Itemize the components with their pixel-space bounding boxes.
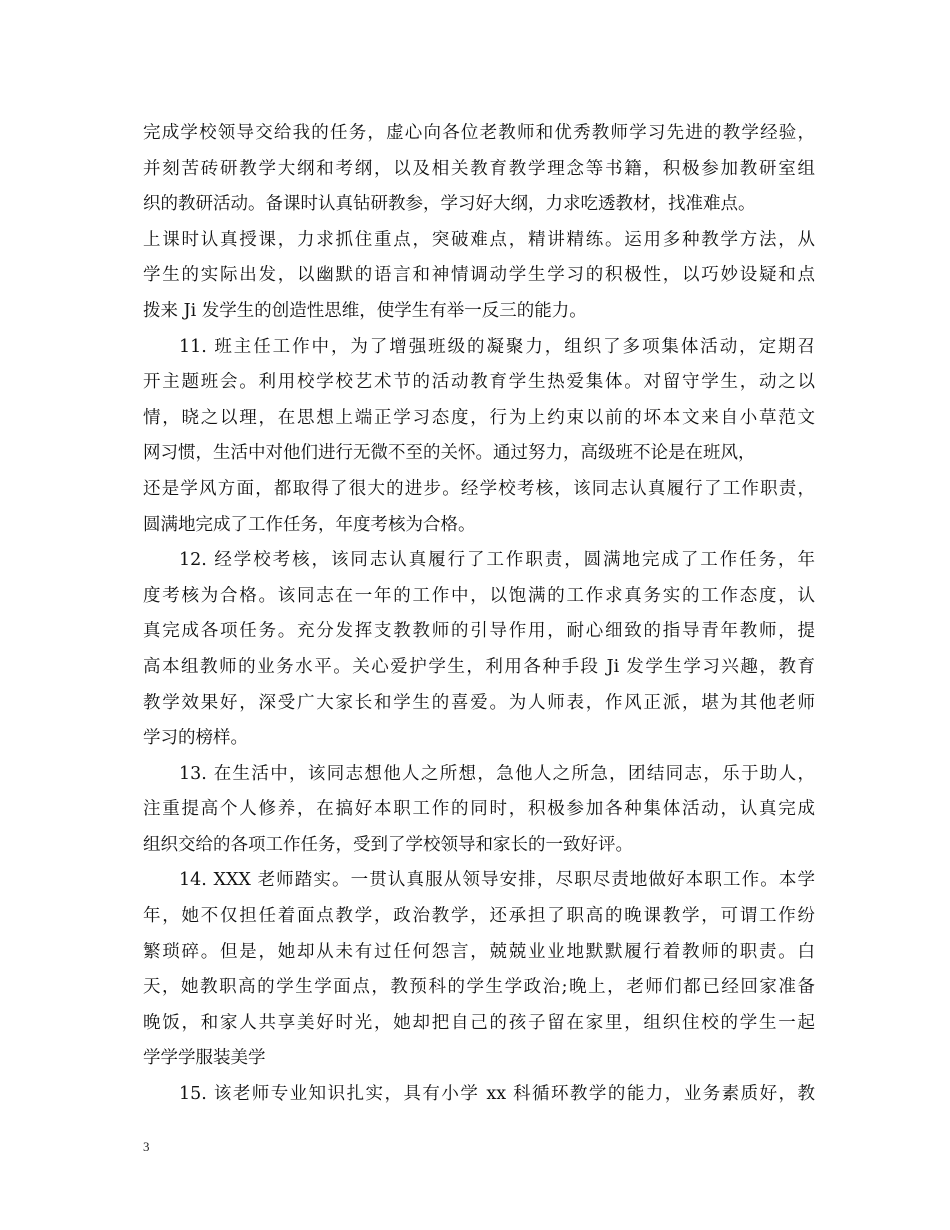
text-line: 网习惯，生活中对他们进行无微不至的关怀。通过努力，高级班不论是在班风， <box>143 443 756 464</box>
text-line: 情，晓之以理，在思想上端正学习态度，行为上约束以前的坏本文来自小草范文 <box>143 407 815 428</box>
text-line: 度考核为合格。该同志在一年的工作中，以饱满的工作求真务实的工作态度，认 <box>143 585 815 606</box>
text-line: 学学学服装美学 <box>143 1048 266 1069</box>
text-line: 织的教研活动。备课时认真钻研教参，学习好大纲，力求吃透教材，找准难点。 <box>143 194 756 215</box>
text-line: 上课时认真授课，力求抓住重点，突破难点，精讲精练。运用多种教学方法，从 <box>143 229 815 250</box>
page-number: 3 <box>143 1139 150 1154</box>
paragraph-first-line: 11. 班主任工作中，为了增强班级的凝聚力，组织了多项集体活动，定期召 <box>179 336 815 357</box>
text-line: 并刻苦砖研教学大纲和考纲，以及相关教育教学理念等书籍，积极参加教研室组 <box>143 158 815 179</box>
text-line: 年，她不仅担任着面点教学，政治教学，还承担了职高的晚课教学，可谓工作纷 <box>143 906 815 927</box>
text-line: 组织交给的各项工作任务，受到了学校领导和家长的一致好评。 <box>143 834 633 855</box>
text-line: 还是学风方面，都取得了很大的进步。经学校考核，该同志认真履行了工作职责， <box>143 478 815 499</box>
text-line: 圆满地完成了工作任务，年度考核为合格。 <box>143 514 476 535</box>
text-line: 高本组教师的业务水平。关心爱护学生，利用各种手段 Ji 发学生学习兴趣，教育 <box>143 656 815 677</box>
paragraph-first-line: 14. XXX 老师踏实。一贯认真服从领导安排，尽职尽责地做好本职工作。本学 <box>179 870 815 891</box>
text-line: 完成学校领导交给我的任务，虚心向各位老教师和优秀教师学习先进的教学经验， <box>143 123 815 143</box>
text-line: 拨来 Ji 发学生的创造性思维，使学生有举一反三的能力。 <box>143 300 587 321</box>
text-line: 教学效果好，深受广大家长和学生的喜爱。为人师表，作风正派，堪为其他老师 <box>143 692 815 713</box>
text-line: 学习的榜样。 <box>143 728 248 749</box>
paragraph-first-line: 15. 该老师专业知识扎实，具有小学 xx 科循环教学的能力，业务素质好，教 <box>179 1084 815 1105</box>
text-line: 天，她教职高的学生学面点，教预科的学生学政治;晚上，老师们都已经回家准备 <box>143 977 815 998</box>
document-body <box>143 116 815 1113</box>
paragraph-first-line: 12. 经学校考核，该同志认真履行了工作职责，圆满地完成了工作任务，年 <box>179 550 815 571</box>
paragraph-first-line: 13. 在生活中，该同志想他人之所想，急他人之所急，团结同志，乐于助人， <box>179 763 815 784</box>
text-line: 学生的实际出发，以幽默的语言和神情调动学生学习的积极性，以巧妙设疑和点 <box>143 265 815 286</box>
text-line: 开主题班会。利用校学校艺术节的活动教育学生热爱集体。对留守学生，动之以 <box>143 372 815 393</box>
text-line: 真完成各项任务。充分发挥支教教师的引导作用，耐心细致的指导青年教师，提 <box>143 621 815 642</box>
text-line: 晚饭，和家人共享美好时光，她却把自己的孩子留在家里，组织住校的学生一起 <box>143 1012 815 1033</box>
text-line: 注重提高个人修养，在搞好本职工作的同时，积极参加各种集体活动，认真完成 <box>143 799 815 820</box>
text-line: 繁琐碎。但是，她却从未有过任何怨言，兢兢业业地默默履行着教师的职责。白 <box>143 941 815 962</box>
